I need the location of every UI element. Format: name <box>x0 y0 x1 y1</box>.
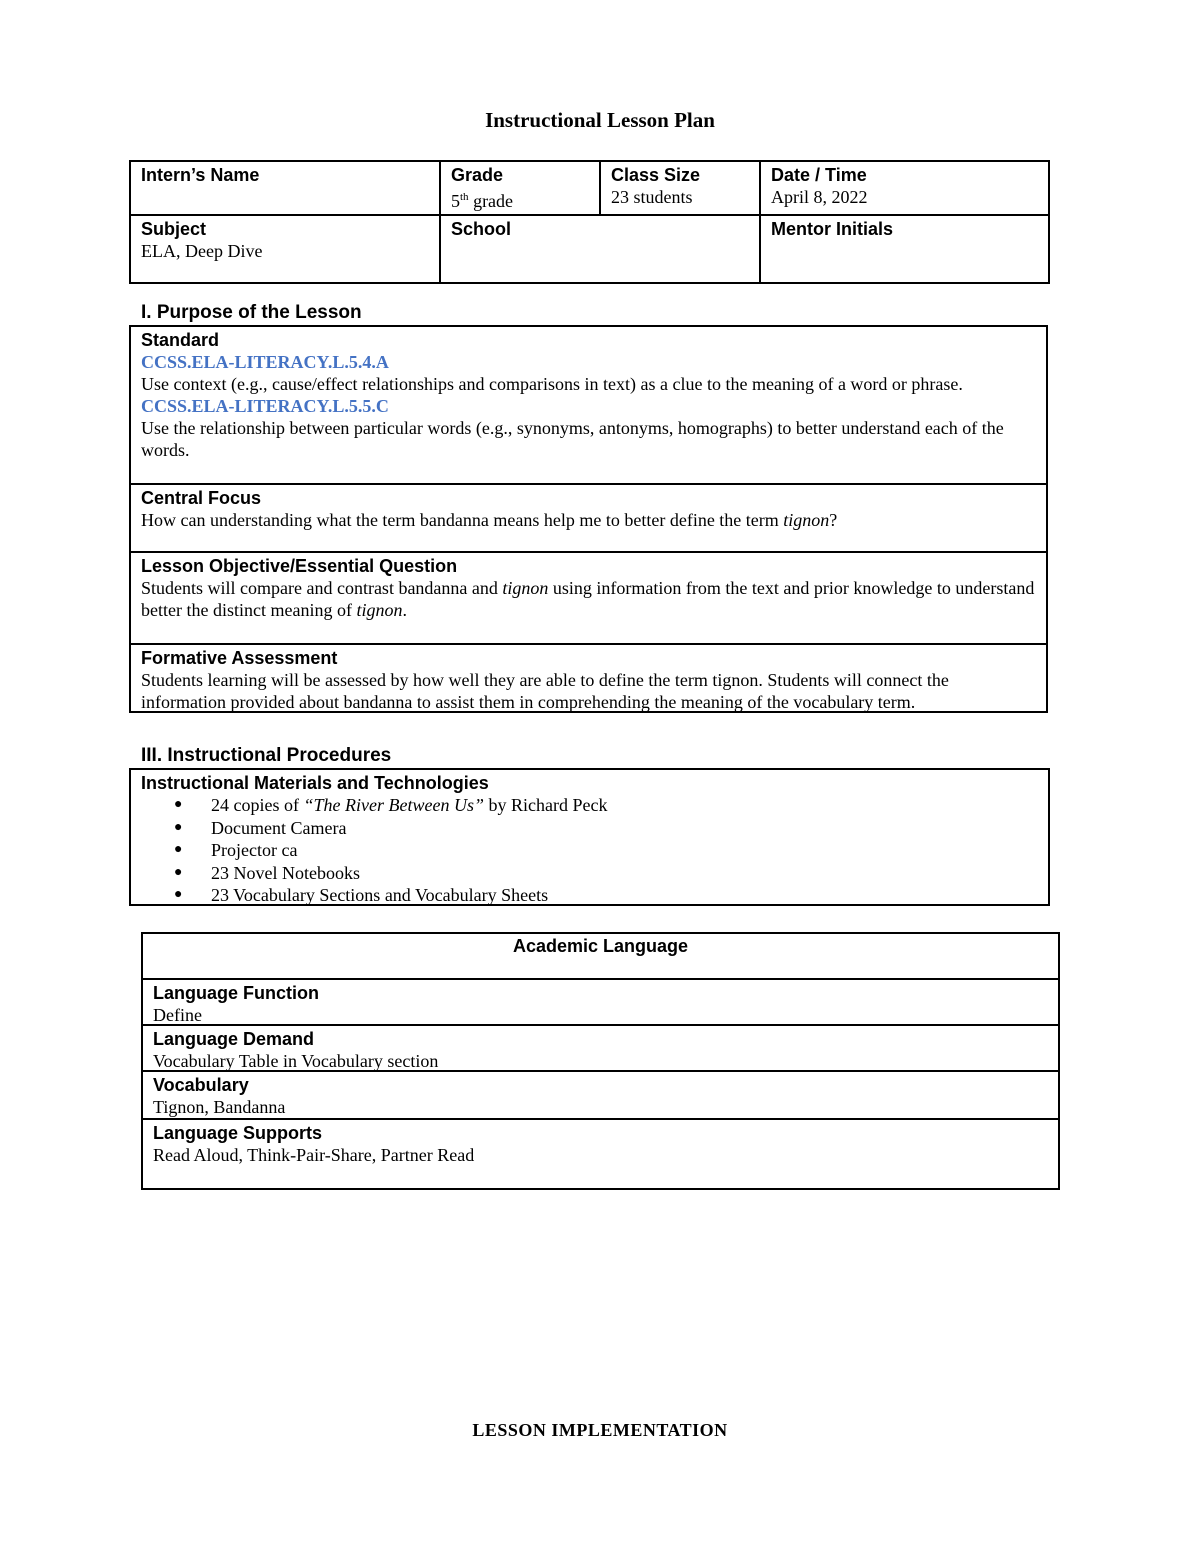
language-function-row <box>143 980 1058 1026</box>
language-demand-row <box>143 1026 1058 1072</box>
grade-label: Grade <box>451 165 504 185</box>
objective-label: Lesson Objective/Essential Question <box>141 556 458 576</box>
materials-label: Instructional Materials and Technologies <box>141 773 489 793</box>
language-demand-value: Vocabulary Table in Vocabulary section <box>153 1051 439 1071</box>
vocabulary-row <box>143 1072 1058 1120</box>
standard-2-text: Use the relationship between particular words (e.g., synonyms, antonyms, homographs) to better understand each of the words. <box>141 418 1004 460</box>
formative-assessment-text: Students learning will be assessed by how well they are able to define the term tignon. Students will connect the information provided about bandanna to assist them in comprehending the meaning of the vocabulary term. <box>141 670 949 712</box>
bullet-icon: ● <box>174 842 183 857</box>
central-focus-label: Central Focus <box>141 488 262 508</box>
list-item: ● 23 Vocabulary Sections and Vocabulary Sheets <box>174 885 549 905</box>
objective-row <box>131 553 1046 645</box>
standard-1-text: Use context (e.g., cause/effect relationships and comparisons in text) as a clue to the meaning of a word or phrase. <box>141 374 963 394</box>
objective-text: Students will compare and contrast bandanna and tignon using information from the text and prior knowledge to understand better the distinct meaning of tignon. <box>141 578 1035 620</box>
mentor-initials-label: Mentor Initials <box>771 219 894 239</box>
bullet-icon: ● <box>174 797 183 812</box>
language-supports-row <box>143 1120 1058 1188</box>
central-focus-row <box>131 485 1046 553</box>
school-label: School <box>451 219 512 239</box>
header-table <box>129 160 1050 284</box>
procedures-heading: III. Instructional Procedures <box>141 745 392 766</box>
central-focus-text: How can understanding what the term bandanna means help me to better define the term tignon? <box>141 510 838 530</box>
mentor-initials-cell <box>760 215 1049 283</box>
language-demand-label: Language Demand <box>153 1029 315 1049</box>
subject-label: Subject <box>141 219 207 239</box>
lesson-implementation-heading: LESSON IMPLEMENTATION <box>472 1420 728 1440</box>
purpose-heading: I. Purpose of the Lesson <box>141 302 362 323</box>
page-title: Instructional Lesson Plan <box>485 108 715 132</box>
grade-cell <box>440 161 600 215</box>
purpose-box <box>129 325 1048 713</box>
intern-name-cell <box>130 161 440 215</box>
standard-2-code: CCSS.ELA-LITERACY.L.5.5.C <box>141 396 389 416</box>
list-item: ● Projector ca <box>174 840 298 860</box>
bullet-icon: ● <box>174 819 183 835</box>
language-function-label: Language Function <box>153 983 319 1003</box>
school-cell <box>440 215 760 283</box>
bullet-icon: ● <box>174 864 183 880</box>
standard-row <box>131 327 1046 485</box>
academic-language-header-row <box>143 934 1058 980</box>
language-supports-label: Language Supports <box>153 1123 323 1143</box>
subject-cell <box>130 215 440 283</box>
vocabulary-label: Vocabulary <box>153 1075 249 1095</box>
list-item: ● 24 copies of “The River Between Us” by Richard Peck <box>174 795 608 815</box>
language-supports-value: Read Aloud, Think-Pair-Share, Partner Read <box>153 1145 475 1165</box>
list-item: ● 23 Novel Notebooks <box>174 862 360 883</box>
formative-assessment-row <box>131 645 1046 711</box>
bullet-icon: ● <box>174 887 183 902</box>
intern-name-label: Intern’s Name <box>141 165 260 185</box>
language-function-value: Define <box>153 1005 202 1025</box>
standard-label: Standard <box>141 330 220 350</box>
formative-assessment-label: Formative Assessment <box>141 648 338 668</box>
date-time-value: April 8, 2022 <box>771 187 868 207</box>
academic-language-box <box>141 932 1060 1190</box>
date-time-label: Date / Time <box>771 165 867 185</box>
academic-language-heading: Academic Language <box>512 936 689 956</box>
class-size-cell <box>600 161 760 215</box>
date-time-cell <box>760 161 1049 215</box>
vocabulary-value: Tignon, Bandanna <box>153 1097 286 1117</box>
subject-value: ELA, Deep Dive <box>141 241 263 261</box>
materials-row <box>131 770 1048 909</box>
class-size-value: 23 students <box>611 187 693 207</box>
grade-value: 5th grade <box>451 191 514 211</box>
materials-list <box>141 794 1038 907</box>
list-item: ● Document Camera <box>174 817 347 838</box>
materials-box <box>129 768 1050 906</box>
standard-1-code: CCSS.ELA-LITERACY.L.5.4.A <box>141 352 389 372</box>
class-size-label: Class Size <box>611 165 701 185</box>
